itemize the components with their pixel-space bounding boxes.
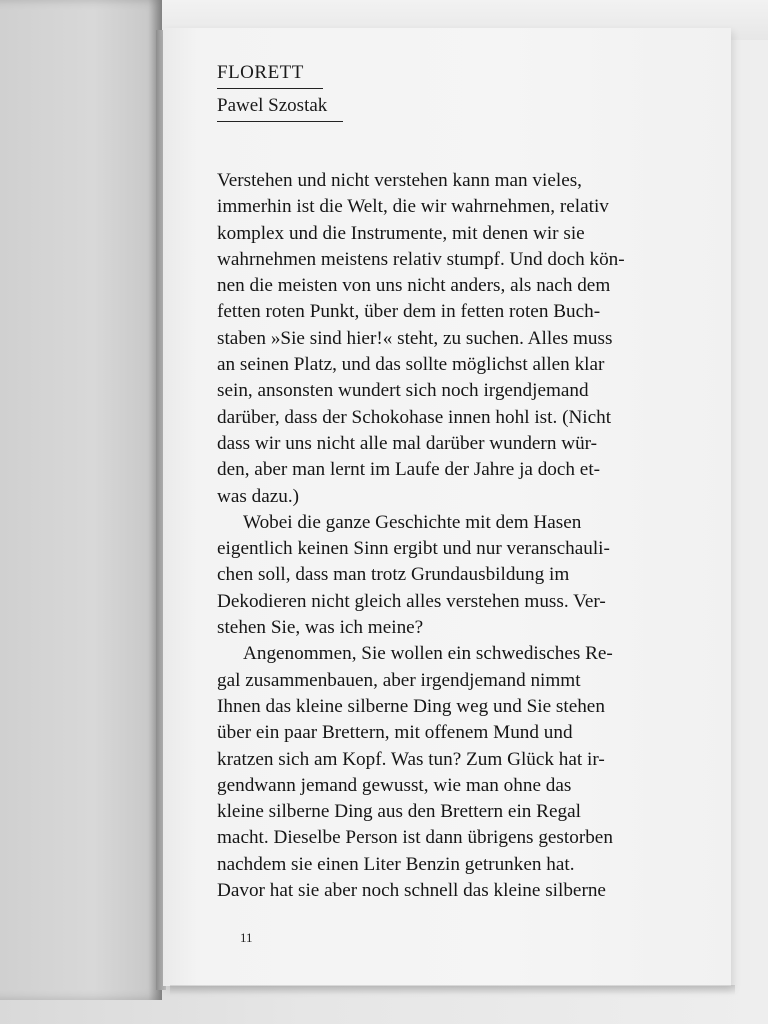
text-line: Ihnen das kleine silberne Ding weg und Sie stehen (217, 695, 605, 717)
author-underline (217, 121, 343, 122)
chapter-header (217, 62, 343, 128)
text-line: Dekodieren nicht gleich alles verstehen muss. Ver- (217, 590, 606, 612)
chapter-title: FLORETT (217, 62, 304, 83)
text-line: über ein paar Brettern, mit offenem Mund und (217, 722, 573, 744)
text-line: Verstehen und nicht verstehen kann man vieles, (217, 170, 582, 191)
text-line: komplex und die Instrumente, mit denen wir sie (217, 222, 585, 244)
text-line: was dazu.) (217, 485, 300, 507)
text-line: den, aber man lernt im Laufe der Jahre ja doch et- (217, 459, 601, 481)
body-text (217, 168, 697, 904)
title-underline (217, 88, 323, 89)
text-line: gendwann jemand gewusst, wie man ohne das (217, 774, 572, 796)
left-page (0, 0, 162, 1000)
text-line: macht. Dieselbe Person ist dann übrigens gestorben (217, 827, 613, 849)
text-line: eigentlich keinen Sinn ergibt und nur veranschauli- (217, 538, 610, 560)
page-number: 11 (240, 930, 253, 945)
text-line: staben »Sie sind hier!« steht, zu suchen. Alles muss (217, 327, 613, 349)
text-line: sein, ansonsten wundert sich noch irgendjemand (217, 380, 589, 402)
text-line: an seinen Platz, und das sollte möglichst allen klar (217, 354, 605, 376)
text-line: fetten roten Punkt, über dem in fetten roten Buch- (217, 301, 601, 323)
text-line: chen soll, dass man trotz Grundausbildung im (217, 564, 570, 586)
text-line: darüber, dass der Schokohase innen hohl ist. (Nicht (217, 406, 612, 428)
text-line: kratzen sich am Kopf. Was tun? Zum Glück hat ir- (217, 748, 605, 770)
text-line: stehen Sie, was ich meine? (217, 617, 424, 639)
text-line: immerhin ist die Welt, die wir wahrnehmen, relativ (217, 196, 609, 218)
text-line: wahrnehmen meistens relativ stumpf. Und doch kön- (217, 248, 625, 270)
text-line: dass wir uns nicht alle mal darüber wundern wür- (217, 432, 598, 454)
text-line: kleine silberne Ding aus den Brettern ein Regal (217, 801, 581, 823)
text-line: nachdem sie einen Liter Benzin getrunken hat. (217, 853, 575, 875)
text-line: nen die meisten von uns nicht anders, als nach dem (217, 275, 611, 297)
text-line: gal zusammenbauen, aber irgendjemand nimmt (217, 669, 581, 691)
text-line: Davor hat sie aber noch schnell das kleine silberne (217, 880, 606, 902)
paragraph-start-line: Angenommen, Sie wollen ein schwedisches Re- (243, 643, 613, 665)
page-shadow (170, 985, 735, 995)
paragraph-start-line: Wobei die ganze Geschichte mit dem Hasen (243, 511, 582, 533)
author-name: Pawel Szostak (217, 95, 328, 116)
